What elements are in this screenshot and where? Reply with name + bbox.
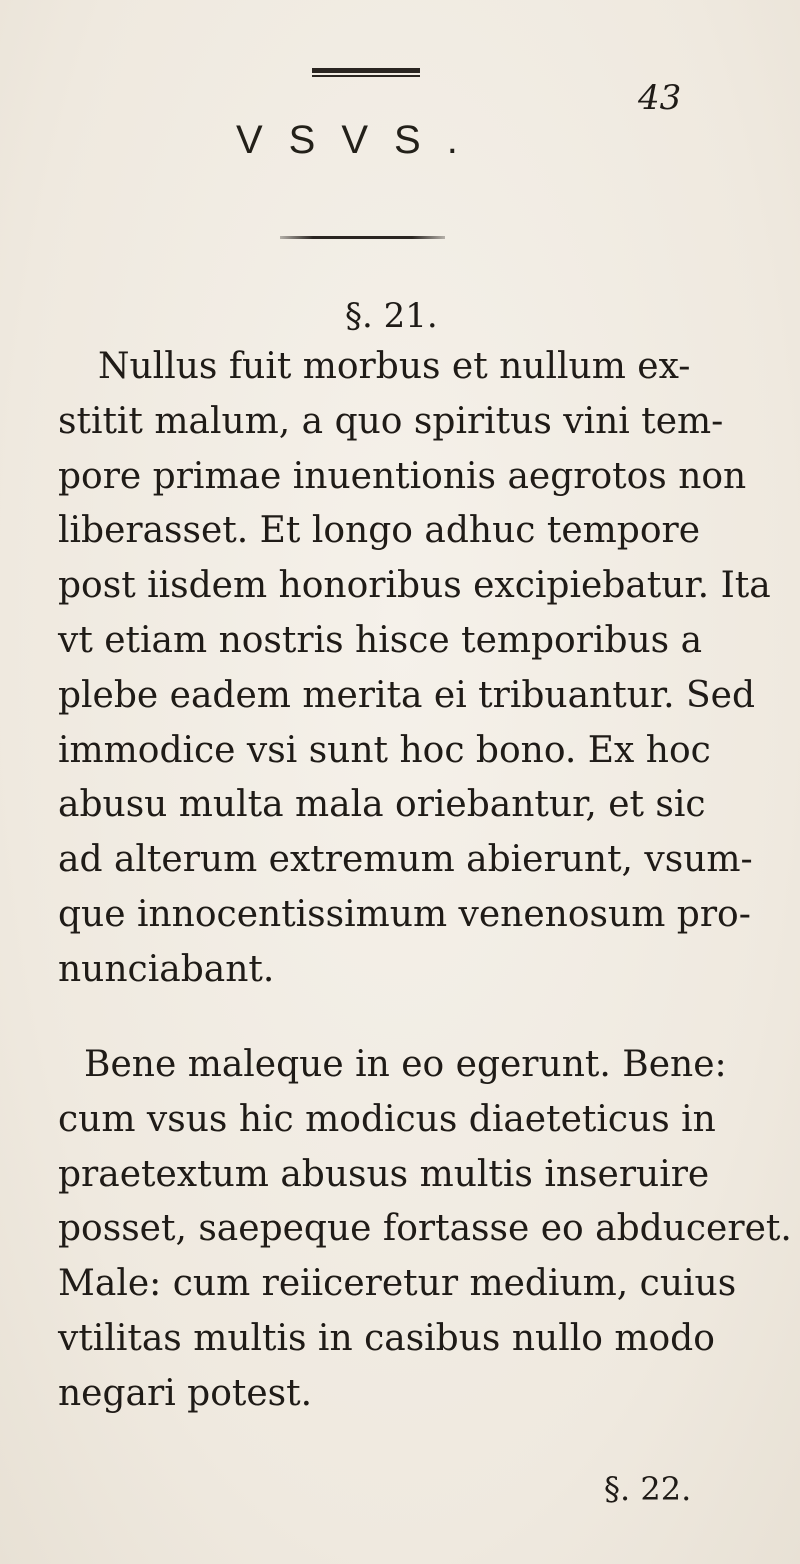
text-line: stitit malum, a quo spiritus vini tem-: [58, 400, 724, 442]
text-line: liberasset. Et longo adhuc tempore: [58, 510, 701, 552]
text-line: Nullus fuit morbus et nullum ex-: [98, 346, 691, 387]
catchword: §. 22.: [604, 1470, 692, 1508]
text-line: Bene maleque in eo egerunt. Bene:: [84, 1044, 727, 1085]
paragraph-2: [58, 1038, 792, 1422]
text-line: que innocentissimum venenosum pro-: [58, 893, 751, 935]
text-line: pore primae inuentionis aegrotos non: [58, 455, 747, 497]
text-line: praetextum abusus multis inseruire: [58, 1153, 710, 1195]
top-ornamental-rule: [312, 68, 420, 78]
running-head: VSVS.: [236, 118, 484, 162]
text-line: ad alterum extremum abierunt, vsum-: [58, 839, 753, 881]
text-line: abusu multa mala oriebantur, et sic: [58, 784, 706, 826]
page-number: 43: [638, 78, 682, 118]
section-divider-rule: [280, 236, 445, 239]
text-line: vt etiam nostris hisce temporibus a: [58, 619, 703, 661]
text-line: posset, saepeque fortasse eo abduceret.: [58, 1208, 792, 1250]
text-line: plebe eadem merita ei tribuantur. Sed: [58, 674, 756, 716]
text-line: cum vsus hic modicus diaeteticus in: [58, 1098, 716, 1140]
section-heading: §. 21.: [345, 296, 438, 336]
text-line: vtilitas multis in casibus nullo modo: [58, 1317, 715, 1359]
text-line: immodice vsi sunt hoc bono. Ex hoc: [58, 729, 711, 771]
text-line: nunciabant.: [58, 948, 275, 990]
paragraph-1: [58, 340, 771, 998]
text-line: post iisdem honoribus excipiebatur. Ita: [58, 565, 771, 607]
text-line: Male: cum reiiceretur medium, cuius: [58, 1263, 737, 1305]
text-line: negari potest.: [58, 1372, 313, 1414]
